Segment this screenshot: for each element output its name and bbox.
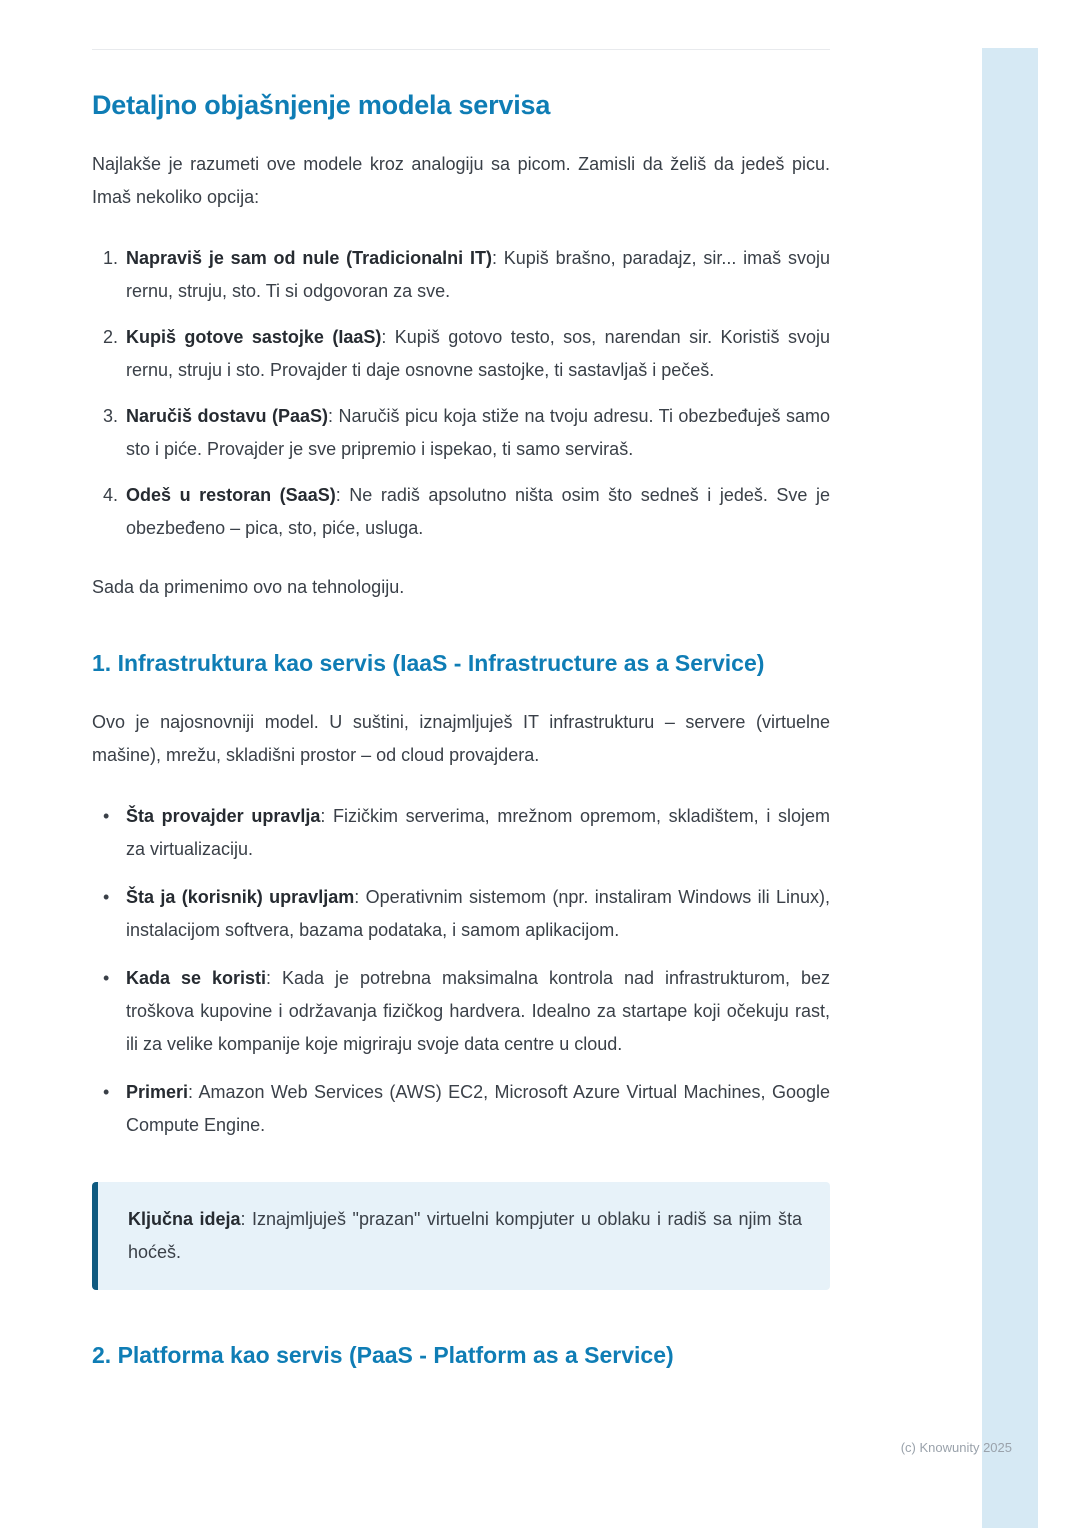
bullet-item bbox=[103, 1076, 830, 1142]
list-item bbox=[103, 400, 830, 466]
document-content bbox=[92, 0, 830, 1372]
list-item bbox=[103, 321, 830, 387]
bullet-icon bbox=[103, 1076, 126, 1142]
bullet-rest: : Kada je potrebna maksimalna kontrola nad infrastrukturom, bez troškova kupovine i održavanja fizičkog hardvera. Idealno za startape koji očekuju rast, ili za velike kompanije koje migriraju svoje data centre u cloud. bbox=[126, 968, 830, 1054]
bullet-lead: Kada se koristi bbox=[126, 968, 266, 988]
list-number: 2. bbox=[103, 327, 119, 347]
bullet-lead: Šta ja (korisnik) upravljam bbox=[126, 887, 355, 907]
list-item-rest: : Kupiš gotovo testo, sos, narendan sir. Koristiš svoju rernu, struju i sto. Provajder ti daje osnovne sastojke, ti sastavljaš i pečeš. bbox=[126, 327, 830, 380]
pizza-analogy-list bbox=[103, 242, 830, 545]
list-item-rest: : Kupiš brašno, paradajz, sir... imaš svoju rernu, struju, sto. Ti si odgovoran za sve. bbox=[126, 248, 830, 301]
bullet-lead: Primeri bbox=[126, 1082, 189, 1102]
list-item-text bbox=[126, 400, 830, 466]
list-number: 1. bbox=[103, 248, 119, 268]
list-item-lead: Kupiš gotove sastojke (IaaS) bbox=[126, 327, 382, 347]
page-title: Detaljno objašnjenje modela servisa bbox=[92, 90, 551, 120]
watermark: (c) Knowunity 2025 bbox=[900, 1440, 1012, 1455]
bullet-item bbox=[103, 962, 830, 1061]
list-item bbox=[103, 242, 830, 308]
list-number: 3. bbox=[103, 406, 119, 426]
list-item-text bbox=[126, 242, 830, 308]
section-heading-iaas: 1. Infrastruktura kao servis (IaaS - Infrastructure as a Service) bbox=[92, 650, 765, 676]
intro-paragraph: Najlakše je razumeti ove modele kroz analogiju sa picom. Zamisli da želiš da jedeš picu. Imaš nekoliko opcija: bbox=[92, 154, 830, 207]
right-sidebar-panel bbox=[982, 48, 1038, 1528]
list-item-rest: : Naručiš picu koja stiže na tvoju adresu. Ti obezbeđuješ samo sto i piće. Provajder je sve pripremio i ispekao, ti samo serviraš. bbox=[126, 406, 830, 459]
list-item bbox=[103, 479, 830, 545]
list-item-text bbox=[126, 479, 830, 545]
bullet-lead: Šta provajder upravlja bbox=[126, 806, 321, 826]
bullet-item bbox=[103, 800, 830, 866]
bullet-text bbox=[126, 962, 830, 1061]
bullet-rest: : Amazon Web Services (AWS) EC2, Microsoft Azure Virtual Machines, Google Compute Engine. bbox=[126, 1082, 830, 1135]
section-heading-paas: 2. Platforma kao servis (PaaS - Platform as a Service) bbox=[92, 1342, 674, 1368]
transition-paragraph: Sada da primenimo ovo na tehnologiju. bbox=[92, 577, 405, 597]
bullet-text bbox=[126, 881, 830, 947]
list-item-lead: Naručiš dostavu (PaaS) bbox=[126, 406, 329, 426]
callout-text: : Iznajmljuješ "prazan" virtuelni kompjuter u oblaku i radiš sa njim šta hoćeš. bbox=[128, 1209, 802, 1262]
bullet-item bbox=[103, 881, 830, 947]
bullet-rest: : Operativnim sistemom (npr. instaliram Windows ili Linux), instalacijom softvera, bazama podataka, i samom aplikacijom. bbox=[126, 887, 830, 940]
top-divider bbox=[92, 49, 830, 50]
list-item-lead: Napraviš je sam od nule (Tradicionalni IT) bbox=[126, 248, 492, 268]
iaas-paragraph: Ovo je najosnovniji model. U suštini, iznajmljuješ IT infrastrukturu – servere (virtuelne mašine), mrežu, skladišni prostor – od cloud provajdera. bbox=[92, 712, 830, 765]
callout-lead: Ključna ideja bbox=[128, 1209, 241, 1229]
bullet-rest: : Fizičkim serverima, mrežnom opremom, skladištem, i slojem za virtualizaciju. bbox=[126, 806, 830, 859]
key-idea-callout bbox=[92, 1182, 830, 1290]
list-item-rest: : Ne radiš apsolutno ništa osim što sedneš i jedeš. Sve je obezbeđeno – pica, sto, piće, usluga. bbox=[126, 485, 830, 538]
bullet-text bbox=[126, 800, 830, 866]
bullet-text bbox=[126, 1076, 830, 1142]
bullet-icon bbox=[103, 962, 126, 1061]
list-number: 4. bbox=[103, 485, 119, 505]
bullet-icon bbox=[103, 881, 126, 947]
list-item-lead: Odeš u restoran (SaaS) bbox=[126, 485, 336, 505]
list-item-text bbox=[126, 321, 830, 387]
iaas-bullet-list bbox=[103, 800, 830, 1142]
bullet-icon bbox=[103, 800, 126, 866]
